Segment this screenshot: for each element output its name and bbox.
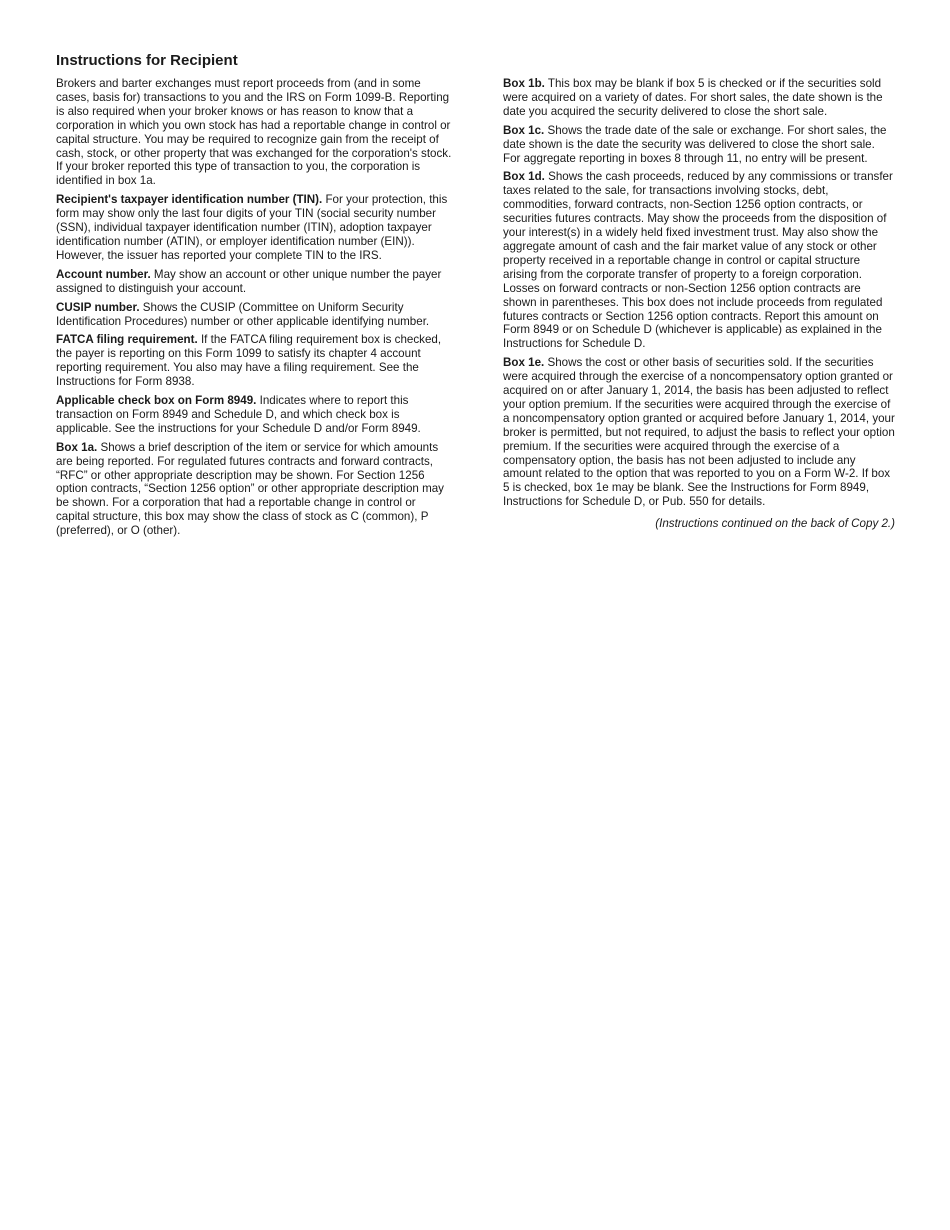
paragraph-text: Brokers and barter exchanges must report proceeds from (and in some cases, basis for) transactions to you and the IRS on Form 1099-B. Reporting is also required when your broker knows or has reason to know that a corporation in which you own stock has had a reportable change in control or capital structure. You may be required to recognize gain from the receipt of cash, stock, or other property that was exchanged for the corporation's stock. If your broker reported this type of transaction to you, the corporation is identified in box 1a. — [56, 77, 452, 188]
left-column — [56, 52, 452, 543]
paragraph-term: Box 1b. — [503, 77, 545, 90]
paragraph-term: Applicable check box on Form 8949. — [56, 394, 257, 408]
paragraph-box-1e — [503, 356, 895, 509]
paragraph-text: Shows a brief description of the item or service for which amounts are being reported. For regulated futures contracts and forward contracts, “RFC” or other appropriate description may be shown. For Section 1256 option contracts, “Section 1256 option” or other appropriate description may be shown. For a corporation that had a reportable change in control or capital structure, this box may show the class of stock as C (common), P (preferred), or O (other). — [56, 440, 444, 538]
paragraph-intro — [56, 77, 452, 188]
paragraph-fatca — [56, 333, 452, 389]
paragraph-text: Shows the cost or other basis of securities sold. If the securities were acquired through the exercise of a noncompensatory option granted or acquired on or after January 1, 2014, the basis has been adjusted to reflect your option premium. If the securities were acquired through the exercise of a noncompensatory option granted or acquired before January 1, 2014, your broker is permitted, but not required, to adjust the basis to reflect your option premium. If the securities were acquired through the exercise of a compensatory option, the basis has not been adjusted to include any amount related to the option that was reported to you on a Form W-2. If box 5 is checked, box 1e may be blank. See the Instructions for Form 8949, Instructions for Schedule D, or Pub. 550 for details. — [503, 356, 895, 509]
paragraph-text: May show an account or other unique number the payer assigned to distinguish your account. — [56, 267, 442, 295]
paragraph-account-number — [56, 268, 452, 296]
paragraph-form-8949-check-box — [56, 394, 452, 436]
paragraph-term: Box 1d. — [503, 170, 545, 184]
paragraph-term: Box 1a. — [56, 440, 98, 454]
paragraph-term: Box 1c. — [503, 123, 545, 137]
paragraph-text: Indicates where to report this transaction on Form 8949 and Schedule D, and which check box is applicable. See the instructions for your Schedule D and/or Form 8949. — [56, 394, 421, 435]
paragraph-term: FATCA filing requirement. — [56, 333, 198, 347]
paragraph-text: This box may be blank if box 5 is checked or if the securities sold were acquired on a variety of dates. For short sales, the date shown is the date you acquired the security delivered to close the short sale. — [503, 77, 883, 118]
page-title: Instructions for Recipient — [56, 52, 238, 69]
paragraph-term: Recipient's taxpayer identification number (TIN). — [56, 193, 323, 207]
paragraph-box-1d — [503, 170, 895, 351]
paragraph-term: Box 1e. — [503, 356, 545, 370]
paragraph-cusip-number — [56, 301, 452, 329]
paragraph-term: Account number. — [56, 267, 151, 281]
right-column — [503, 77, 895, 536]
paragraph-text: Shows the CUSIP (Committee on Uniform Security Identification Procedures) number or other applicable identifying number. — [56, 300, 430, 328]
paragraph-box-1b — [503, 77, 895, 119]
paragraph-box-1c — [503, 124, 895, 166]
paragraph-text: Shows the trade date of the sale or exchange. For short sales, the date shown is the date the security was delivered to close the short sale. For aggregate reporting in boxes 8 through 11, no entry will be present. — [503, 123, 887, 165]
paragraph-text: For your protection, this form may show only the last four digits of your TIN (social security number (SSN), individual taxpayer identification number (ITIN), adoption taxpayer identification number (ATIN), or employer identification number (EIN)). However, the issuer has reported your complete TIN to the IRS. — [56, 193, 448, 262]
paragraph-term: CUSIP number. — [56, 300, 140, 314]
paragraph-box-1a — [56, 441, 452, 538]
continued-note: (Instructions continued on the back of Copy 2.) — [655, 517, 895, 531]
paragraph-recipient-tin — [56, 193, 452, 263]
paragraph-text: Shows the cash proceeds, reduced by any commissions or transfer taxes related to the sale, for transactions involving stocks, debt, commodities, forward contracts, non-Section 1256 option contracts, or securities futures contracts. May show the proceeds from the disposition of your interest(s) in a widely held fixed investment trust. May also show the aggregate amount of cash and the fair market value of any stock or other property received in a reportable change in control or capital structure arising from the corporate transfer of property to a foreign corporation. Losses on forward contracts or non-Section 1256 option contracts are shown in parentheses. This box does not include proceeds from regulated futures contracts or Section 1256 option contracts. Report this amount on Form 8949 or on Schedule D (whichever is applicable) as explained in the Instructions for Schedule D. — [503, 170, 893, 351]
paragraph-text: If the FATCA filing requirement box is checked, the payer is reporting on this Form 1099 to satisfy its chapter 4 account reporting requirement. You also may have a filing requirement. See the Instructions for Form 8938. — [56, 333, 442, 389]
